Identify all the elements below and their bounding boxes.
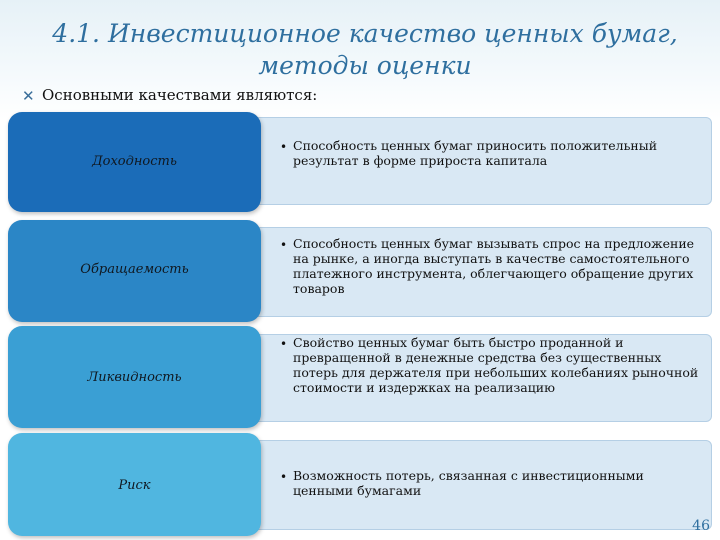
quality-description: Способность ценных бумаг приносить положительный результат в форме прироста капитала	[293, 138, 658, 168]
title-line-2: методы оценки	[258, 51, 472, 80]
bullet-dot-icon: •	[280, 470, 288, 484]
slide-title	[40, 18, 690, 82]
quality-label: Обращаемость	[80, 262, 189, 277]
bullet-dot-icon: •	[280, 140, 288, 154]
page-number: 46	[692, 518, 710, 534]
intro-text: Основными качествами являются:	[42, 86, 318, 104]
quality-label: Доходность	[92, 154, 177, 169]
cross-bullet-icon: ✕	[22, 87, 35, 105]
quality-description: Возможность потерь, связанная с инвестиционными ценными бумагами	[293, 468, 644, 498]
quality-description: Свойство ценных бумаг быть быстро проданной и превращенной в денежные средства без существенных потерь для держателя при небольших колебаниях рыночной стоимости и издержках на реализацию	[293, 335, 699, 395]
bullet-dot-icon: •	[280, 238, 288, 252]
quality-label: Ликвидность	[87, 370, 182, 385]
quality-description: Способность ценных бумаг вызывать спрос на предложение на рынке, а иногда выступать в качестве самостоятельного платежного инструмента, облегчающего обращение других товаров	[293, 236, 695, 296]
quality-label: Риск	[118, 478, 151, 493]
title-line-1: 4.1. Инвестиционное качество ценных бумаг,	[52, 19, 678, 48]
bullet-dot-icon: •	[280, 337, 288, 351]
